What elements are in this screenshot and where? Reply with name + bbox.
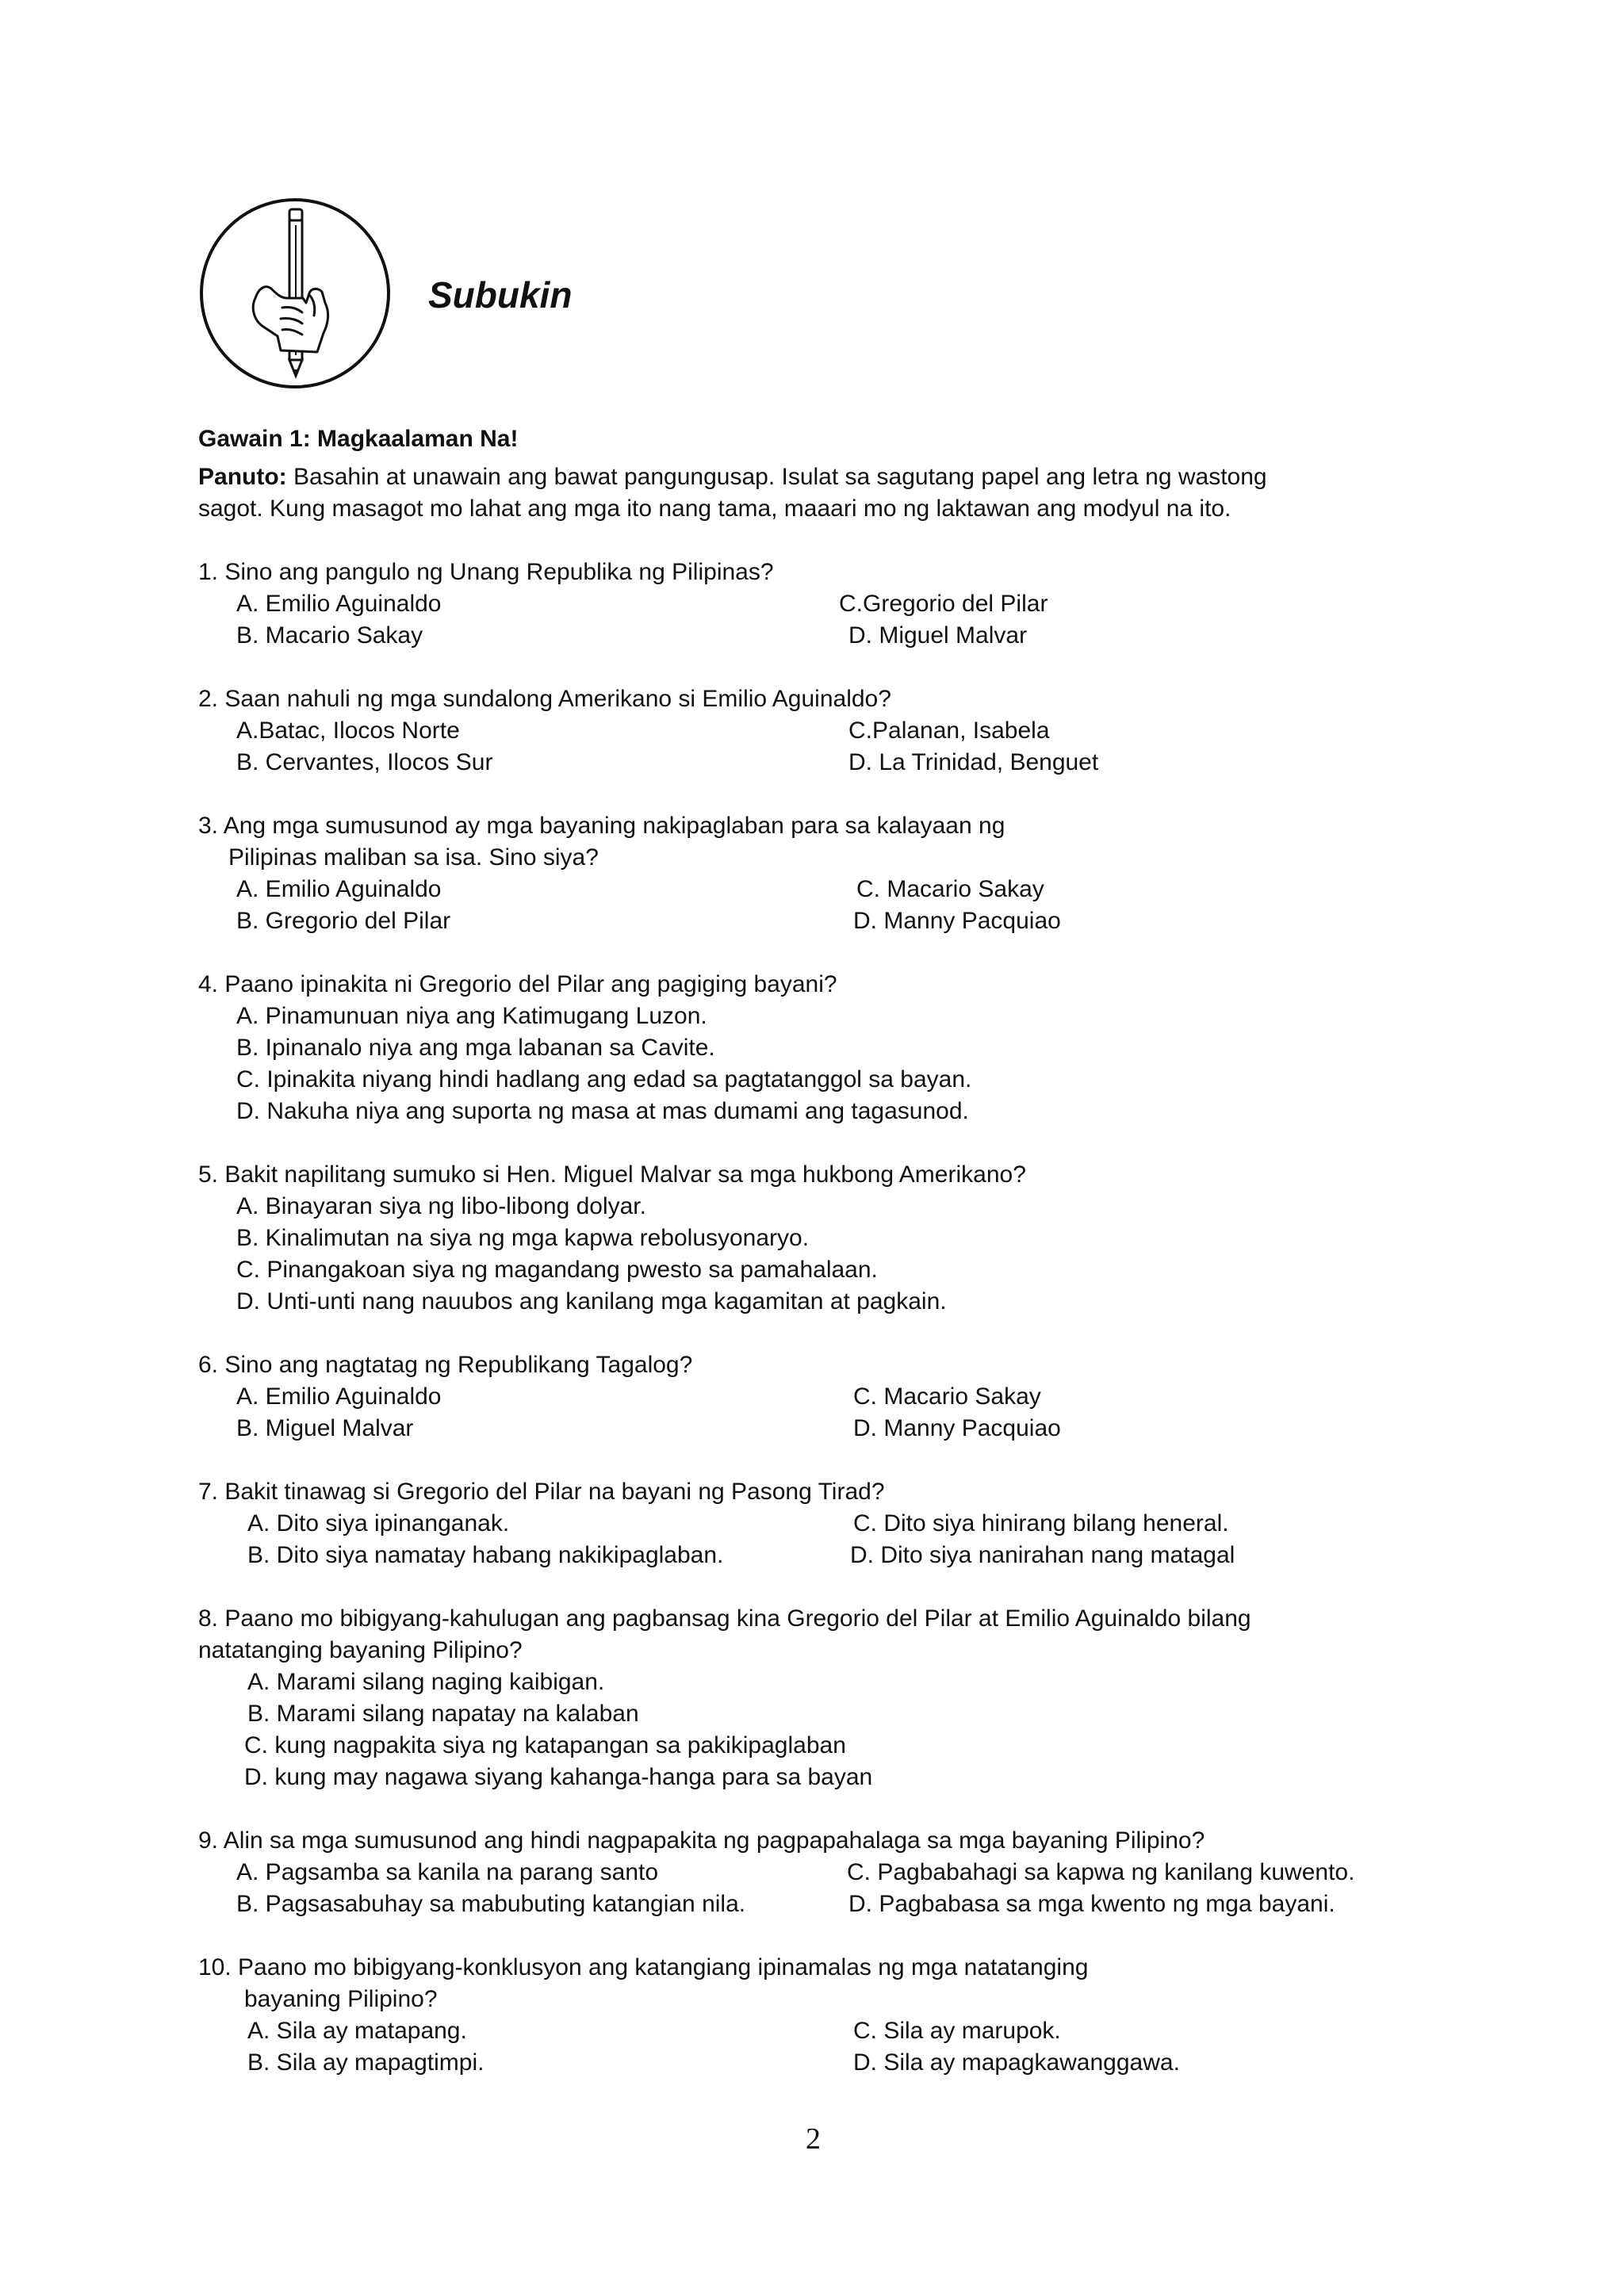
question-10-choice-c: C. Sila ay marupok. <box>853 2018 1061 2044</box>
question-1-choice-d: D. Miguel Malvar <box>848 622 1028 649</box>
question-2-stem: 2. Saan nahuli ng mga sundalong Amerikano si Emilio Aguinaldo? <box>198 686 891 712</box>
hand-holding-pencil-icon <box>198 197 392 390</box>
question-4-choice-d: D. Nakuha niya ang suporta ng masa at mas dumami ang tagasunod. <box>236 1098 969 1124</box>
question-9-choice-c: C. Pagbabahagi sa kapwa ng kanilang kuwento. <box>847 1859 1355 1885</box>
question-10-stem-line-2: bayaning Pilipino? <box>244 1986 438 2012</box>
question-4-choice-c: C. Ipinakita niyang hindi hadlang ang edad sa pagtatanggol sa bayan. <box>236 1066 972 1093</box>
question-9-choice-a: A. Pagsamba sa kanila na parang santo <box>236 1859 659 1885</box>
question-4-choice-b: B. Ipinanalo niya ang mga labanan sa Cavite. <box>236 1035 715 1061</box>
question-4-stem: 4. Paano ipinakita ni Gregorio del Pilar ang pagiging bayani? <box>198 971 837 997</box>
question-7-choice-d: D. Dito siya nanirahan nang matagal <box>850 1542 1235 1568</box>
question-7-choice-c: C. Dito siya hinirang bilang heneral. <box>853 1510 1229 1536</box>
question-3-choice-c: C. Macario Sakay <box>856 876 1044 902</box>
question-2-choice-b: B. Cervantes, Ilocos Sur <box>236 749 493 775</box>
question-10-stem: 10. Paano mo bibigyang-konklusyon ang katangiang ipinamalas ng mga natatanging <box>198 1954 1089 1980</box>
page-number: 2 <box>806 2122 821 2156</box>
question-3-choice-a: A. Emilio Aguinaldo <box>236 876 442 902</box>
question-6-choice-c: C. Macario Sakay <box>853 1383 1041 1410</box>
question-9-stem: 9. Alin sa mga sumusunod ang hindi nagpapakita ng pagpapahalaga sa mga bayaning Pilipino? <box>198 1827 1205 1854</box>
question-9-choice-b: B. Pagsasabuhay sa mabubuting katangian nila. <box>236 1891 746 1917</box>
question-1-choice-c: C.Gregorio del Pilar <box>839 591 1048 617</box>
question-5-choice-a: A. Binayaran siya ng libo-libong dolyar. <box>236 1193 646 1219</box>
question-5-stem: 5. Bakit napilitang sumuko si Hen. Miguel Malvar sa mga hukbong Amerikano? <box>198 1161 1026 1188</box>
question-9-choice-d: D. Pagbabasa sa mga kwento ng mga bayani. <box>848 1891 1335 1917</box>
question-2-choice-d: D. La Trinidad, Benguet <box>848 749 1099 775</box>
question-10-choice-d: D. Sila ay mapagkawanggawa. <box>853 2049 1180 2076</box>
question-6-choice-a: A. Emilio Aguinaldo <box>236 1383 442 1410</box>
question-6-choice-b: B. Miguel Malvar <box>236 1415 414 1441</box>
question-3-stem: 3. Ang mga sumusunod ay mga bayaning nakipaglaban para sa kalayaan ng <box>198 813 1005 839</box>
question-2-choice-a: A.Batac, Ilocos Norte <box>236 718 460 744</box>
question-5-choice-c: C. Pinangakoan siya ng magandang pwesto sa pamahalaan. <box>236 1257 878 1283</box>
question-8-choice-c: C. kung nagpakita siya ng katapangan sa pakikipaglaban <box>244 1732 846 1758</box>
question-10-choice-b: B. Sila ay mapagtimpi. <box>247 2049 485 2076</box>
instruction-label: Panuto: <box>198 464 287 490</box>
question-3-choice-b: B. Gregorio del Pilar <box>236 908 451 934</box>
instruction-line-1 <box>198 461 1267 493</box>
question-1-stem: 1. Sino ang pangulo ng Unang Republika ng Pilipinas? <box>198 559 774 585</box>
question-6-stem: 6. Sino ang nagtatag ng Republikang Tagalog? <box>198 1352 693 1378</box>
question-7-stem: 7. Bakit tinawag si Gregorio del Pilar na bayani ng Pasong Tirad? <box>198 1479 885 1505</box>
question-2-choice-c: C.Palanan, Isabela <box>848 718 1050 744</box>
question-7-choice-a: A. Dito siya ipinanganak. <box>247 1510 510 1536</box>
question-8-choice-d: D. kung may nagawa siyang kahanga-hanga para sa bayan <box>244 1764 873 1790</box>
question-3-choice-d: D. Manny Pacquiao <box>853 908 1061 934</box>
question-8-stem-line-2: natatanging bayaning Pilipino? <box>198 1637 523 1663</box>
question-5-choice-b: B. Kinalimutan na siya ng mga kapwa rebolusyonaryo. <box>236 1225 810 1251</box>
question-6-choice-d: D. Manny Pacquiao <box>853 1415 1061 1441</box>
question-3-stem-line-2: Pilipinas maliban sa isa. Sino siya? <box>228 844 599 871</box>
question-7-choice-b: B. Dito siya namatay habang nakikipaglaban. <box>247 1542 724 1568</box>
question-4-choice-a: A. Pinamunuan niya ang Katimugang Luzon. <box>236 1003 707 1029</box>
instruction-line-2: sagot. Kung masagot mo lahat ang mga ito nang tama, maaari mo ng laktawan ang modyul na ito. <box>198 496 1231 522</box>
question-1-choice-a: A. Emilio Aguinaldo <box>236 591 442 617</box>
question-5-choice-d: D. Unti-unti nang nauubos ang kanilang mga kagamitan at pagkain. <box>236 1288 947 1314</box>
question-1-choice-b: B. Macario Sakay <box>236 622 423 649</box>
question-8-choice-a: A. Marami silang naging kaibigan. <box>247 1669 605 1695</box>
question-10-choice-a: A. Sila ay matapang. <box>247 2018 467 2044</box>
instruction-text: Basahin at unawain ang bawat pangungusap. Isulat sa sagutang papel ang letra ng wastong <box>293 464 1267 490</box>
question-8-choice-b: B. Marami silang napatay na kalaban <box>247 1701 639 1727</box>
section-title: Subukin <box>428 274 573 316</box>
activity-heading: Gawain 1: Magkaalaman Na! <box>198 426 519 452</box>
question-8-stem: 8. Paano mo bibigyang-kahulugan ang pagbansag kina Gregorio del Pilar at Emilio Aguinaldo bilang <box>198 1605 1251 1632</box>
